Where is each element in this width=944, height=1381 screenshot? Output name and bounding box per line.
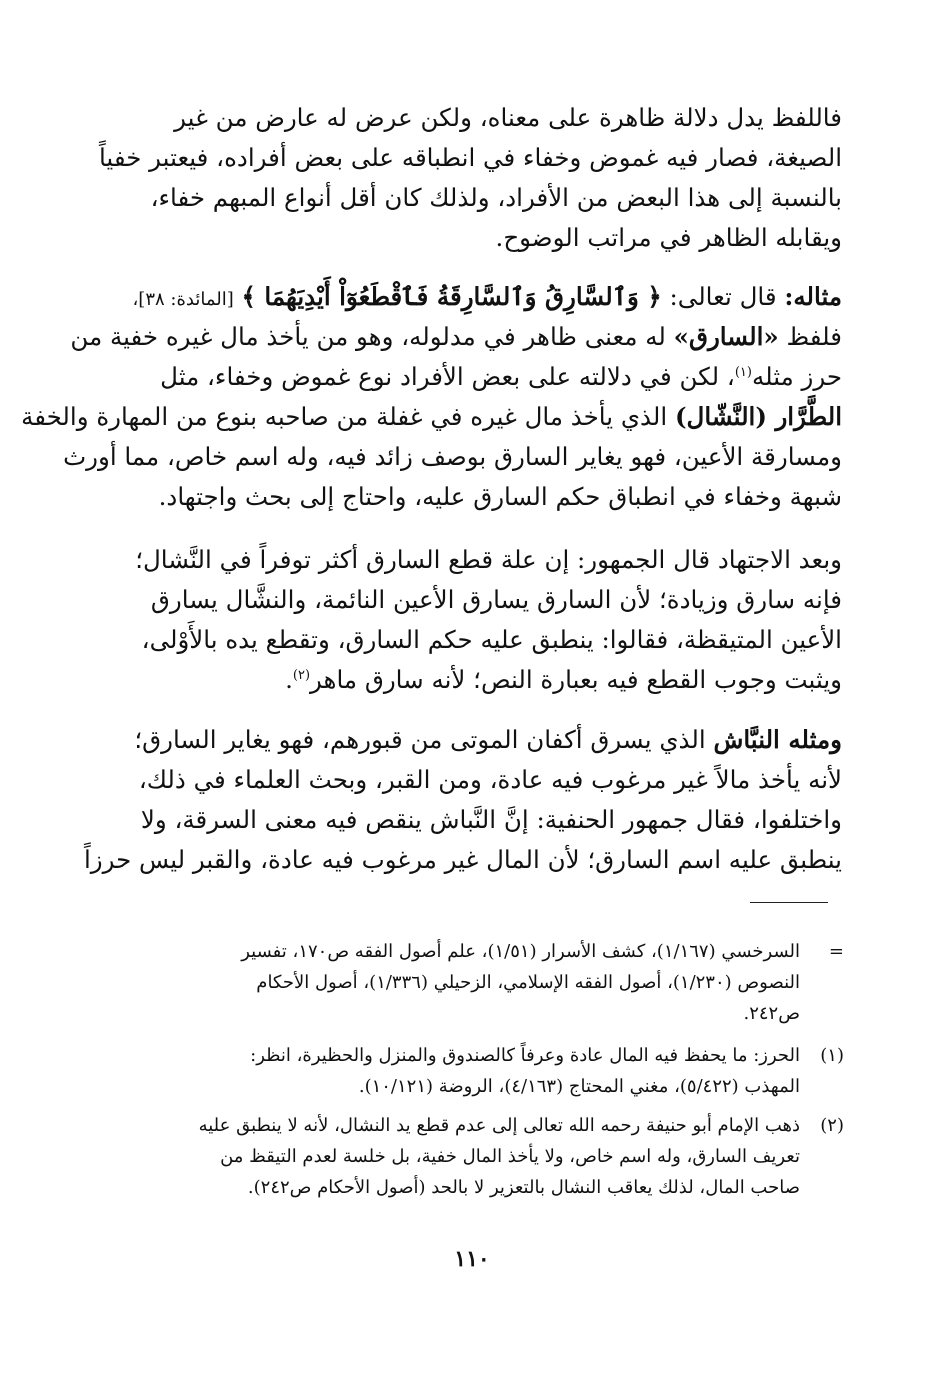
intro-text: قال تعالى:	[669, 282, 777, 311]
paragraph-line	[110, 357, 842, 397]
footnote-separator	[750, 902, 828, 903]
paragraph-1	[98, 98, 842, 258]
footnote-continuation	[108, 936, 844, 1031]
footnote-line: ص٢٤٢.	[743, 1003, 800, 1024]
footnote-2	[108, 1110, 844, 1205]
footnote-number: (١)	[820, 1045, 844, 1066]
paragraph-line	[21, 397, 842, 437]
footnote-line: صاحب المال، لذلك يعاقب النشال بالتعزير لا بالحد (أصول الأحكام ص٢٤٢).	[247, 1177, 800, 1198]
quran-verse: ﴿ وَٱلسَّارِقُ وَٱلسَّارِقَةُ فَٱقْطَعُوٓاْ أَيْدِيَهُمَا ﴾	[241, 282, 662, 311]
example-label: مثاله:	[784, 282, 842, 311]
paragraph-line: الصيغة، فصار فيه غموض وخفاء في انطباقه على بعض أفراده، فيعتبر خفياً	[98, 143, 842, 172]
paragraph-line: فإنه سارق وزيادة؛ لأن السارق يسارق الأعين النائمة، والنشَّال يسارق	[150, 585, 842, 614]
term-sariq: «السارق»	[673, 322, 779, 351]
paragraph-4	[83, 720, 842, 880]
footnote-1	[108, 1040, 844, 1104]
footnote-line: الحرز: ما يحفظ فيه المال عادة وعرفاً كالصندوق والمنزل والحظيرة، انظر:	[250, 1045, 800, 1066]
footnote	[108, 1110, 844, 1203]
paragraph-line: واختلفوا، فقال جمهور الحنفية: إنَّ النَّباش ينقص فيه معنى السرقة، ولا	[140, 805, 842, 834]
paragraph-line: لأنه يأخذ مالاً غير مرغوب فيه عادة، ومن القبر، وبحث العلماء في ذلك،	[138, 765, 842, 794]
footnote-ref-1: (١)	[734, 364, 752, 380]
footnote-number: (٢)	[820, 1115, 844, 1136]
footnote-number: =	[828, 941, 844, 962]
paragraph-2	[21, 277, 842, 517]
term-nabbash: ومثله النبَّاش	[713, 725, 842, 754]
text-segment: الذي يأخذ مال غيره في غفلة من صاحبه بنوع من المهارة والخفة	[21, 402, 668, 431]
footnote	[108, 936, 844, 1029]
paragraph-line: الأعين المتيقظة، فقالوا: ينطبق عليه حكم السارق، وتقطع يده بالأَوْلى،	[141, 625, 842, 654]
text-segment: ، لكن في دلالته على بعض الأفراد نوع غموض وخفاء، مثل	[160, 362, 735, 391]
footnote-line: السرخسي (١/١٦٧)، كشف الأسرار (١/٥١)، علم أصول الفقه ص١٧٠، تفسير	[241, 941, 800, 962]
footnote-line: المهذب (٥/٤٢٢)، مغني المحتاج (٤/١٦٣)، الروضة (١٠/١٢١).	[358, 1076, 800, 1097]
text-segment: فلفظ	[786, 322, 842, 351]
footnote	[108, 1040, 844, 1102]
paragraph-line	[70, 317, 842, 357]
footnote-line: تعريف السارق، وله اسم خاص، ولا يأخذ المال خفية، بل خلسة لعدم التيقظ من	[220, 1146, 800, 1167]
text-segment: حرز مثله	[751, 362, 842, 391]
footnote-line: النصوص (١/٢٣٠)، أصول الفقه الإسلامي، الزحيلي (١/٣٣٦)، أصول الأحكام	[256, 972, 800, 993]
text-segment: الذي يسرق أكفان الموتى من قبورهم، فهو يغاير السارق؛	[134, 725, 706, 754]
text-segment: ويثبت وجوب القطع فيه بعبارة النص؛ لأنه سارق ماهر	[310, 665, 842, 694]
paragraph-line: ومسارقة الأعين، فهو يغاير السارق بوصف زائد فيه، وله اسم خاص، مما أورث	[63, 442, 842, 471]
paragraph-line	[110, 720, 842, 760]
paragraph-line: ينطبق عليه اسم السارق؛ لأن المال غير مرغوب فيه عادة، والقبر ليس حرزاً	[83, 845, 842, 874]
paragraph-line: بالنسبة إلى هذا البعض من الأفراد، ولذلك كان أقل أنواع المبهم خفاء،	[150, 183, 842, 212]
footnote-line: ذهب الإمام أبو حنيفة رحمه الله تعالى إلى عدم قطع يد النشال، لأنه لا ينطبق عليه	[198, 1115, 800, 1136]
paragraph-line	[110, 277, 842, 317]
term-tarrar: الطَّرَّار (النَّشّال)	[674, 402, 842, 431]
footnote-ref-2: (٢)	[292, 667, 311, 683]
paragraph-line: شبهة وخفاء في انطباق حكم السارق عليه، واحتاج إلى بحث واجتهاد.	[158, 482, 842, 511]
verse-reference: [المائدة: ٣٨]،	[132, 289, 234, 310]
paragraph-line	[110, 660, 842, 700]
text-segment: له معنى ظاهر في مدلوله، وهو من يأخذ مال غيره خفية من	[70, 322, 666, 351]
paragraph-line: وبعد الاجتهاد قال الجمهور: إن علة قطع السارق أكثر توفراً في النَّشال؛	[135, 545, 842, 574]
page-number: ١١٠	[454, 1246, 490, 1272]
paragraph-line: ويقابله الظاهر في مراتب الوضوح.	[495, 223, 842, 252]
text-segment: .	[285, 665, 293, 694]
paragraph-3	[110, 540, 842, 700]
paragraph-line: فاللفظ يدل دلالة ظاهرة على معناه، ولكن عرض له عارض من غير	[174, 103, 842, 132]
